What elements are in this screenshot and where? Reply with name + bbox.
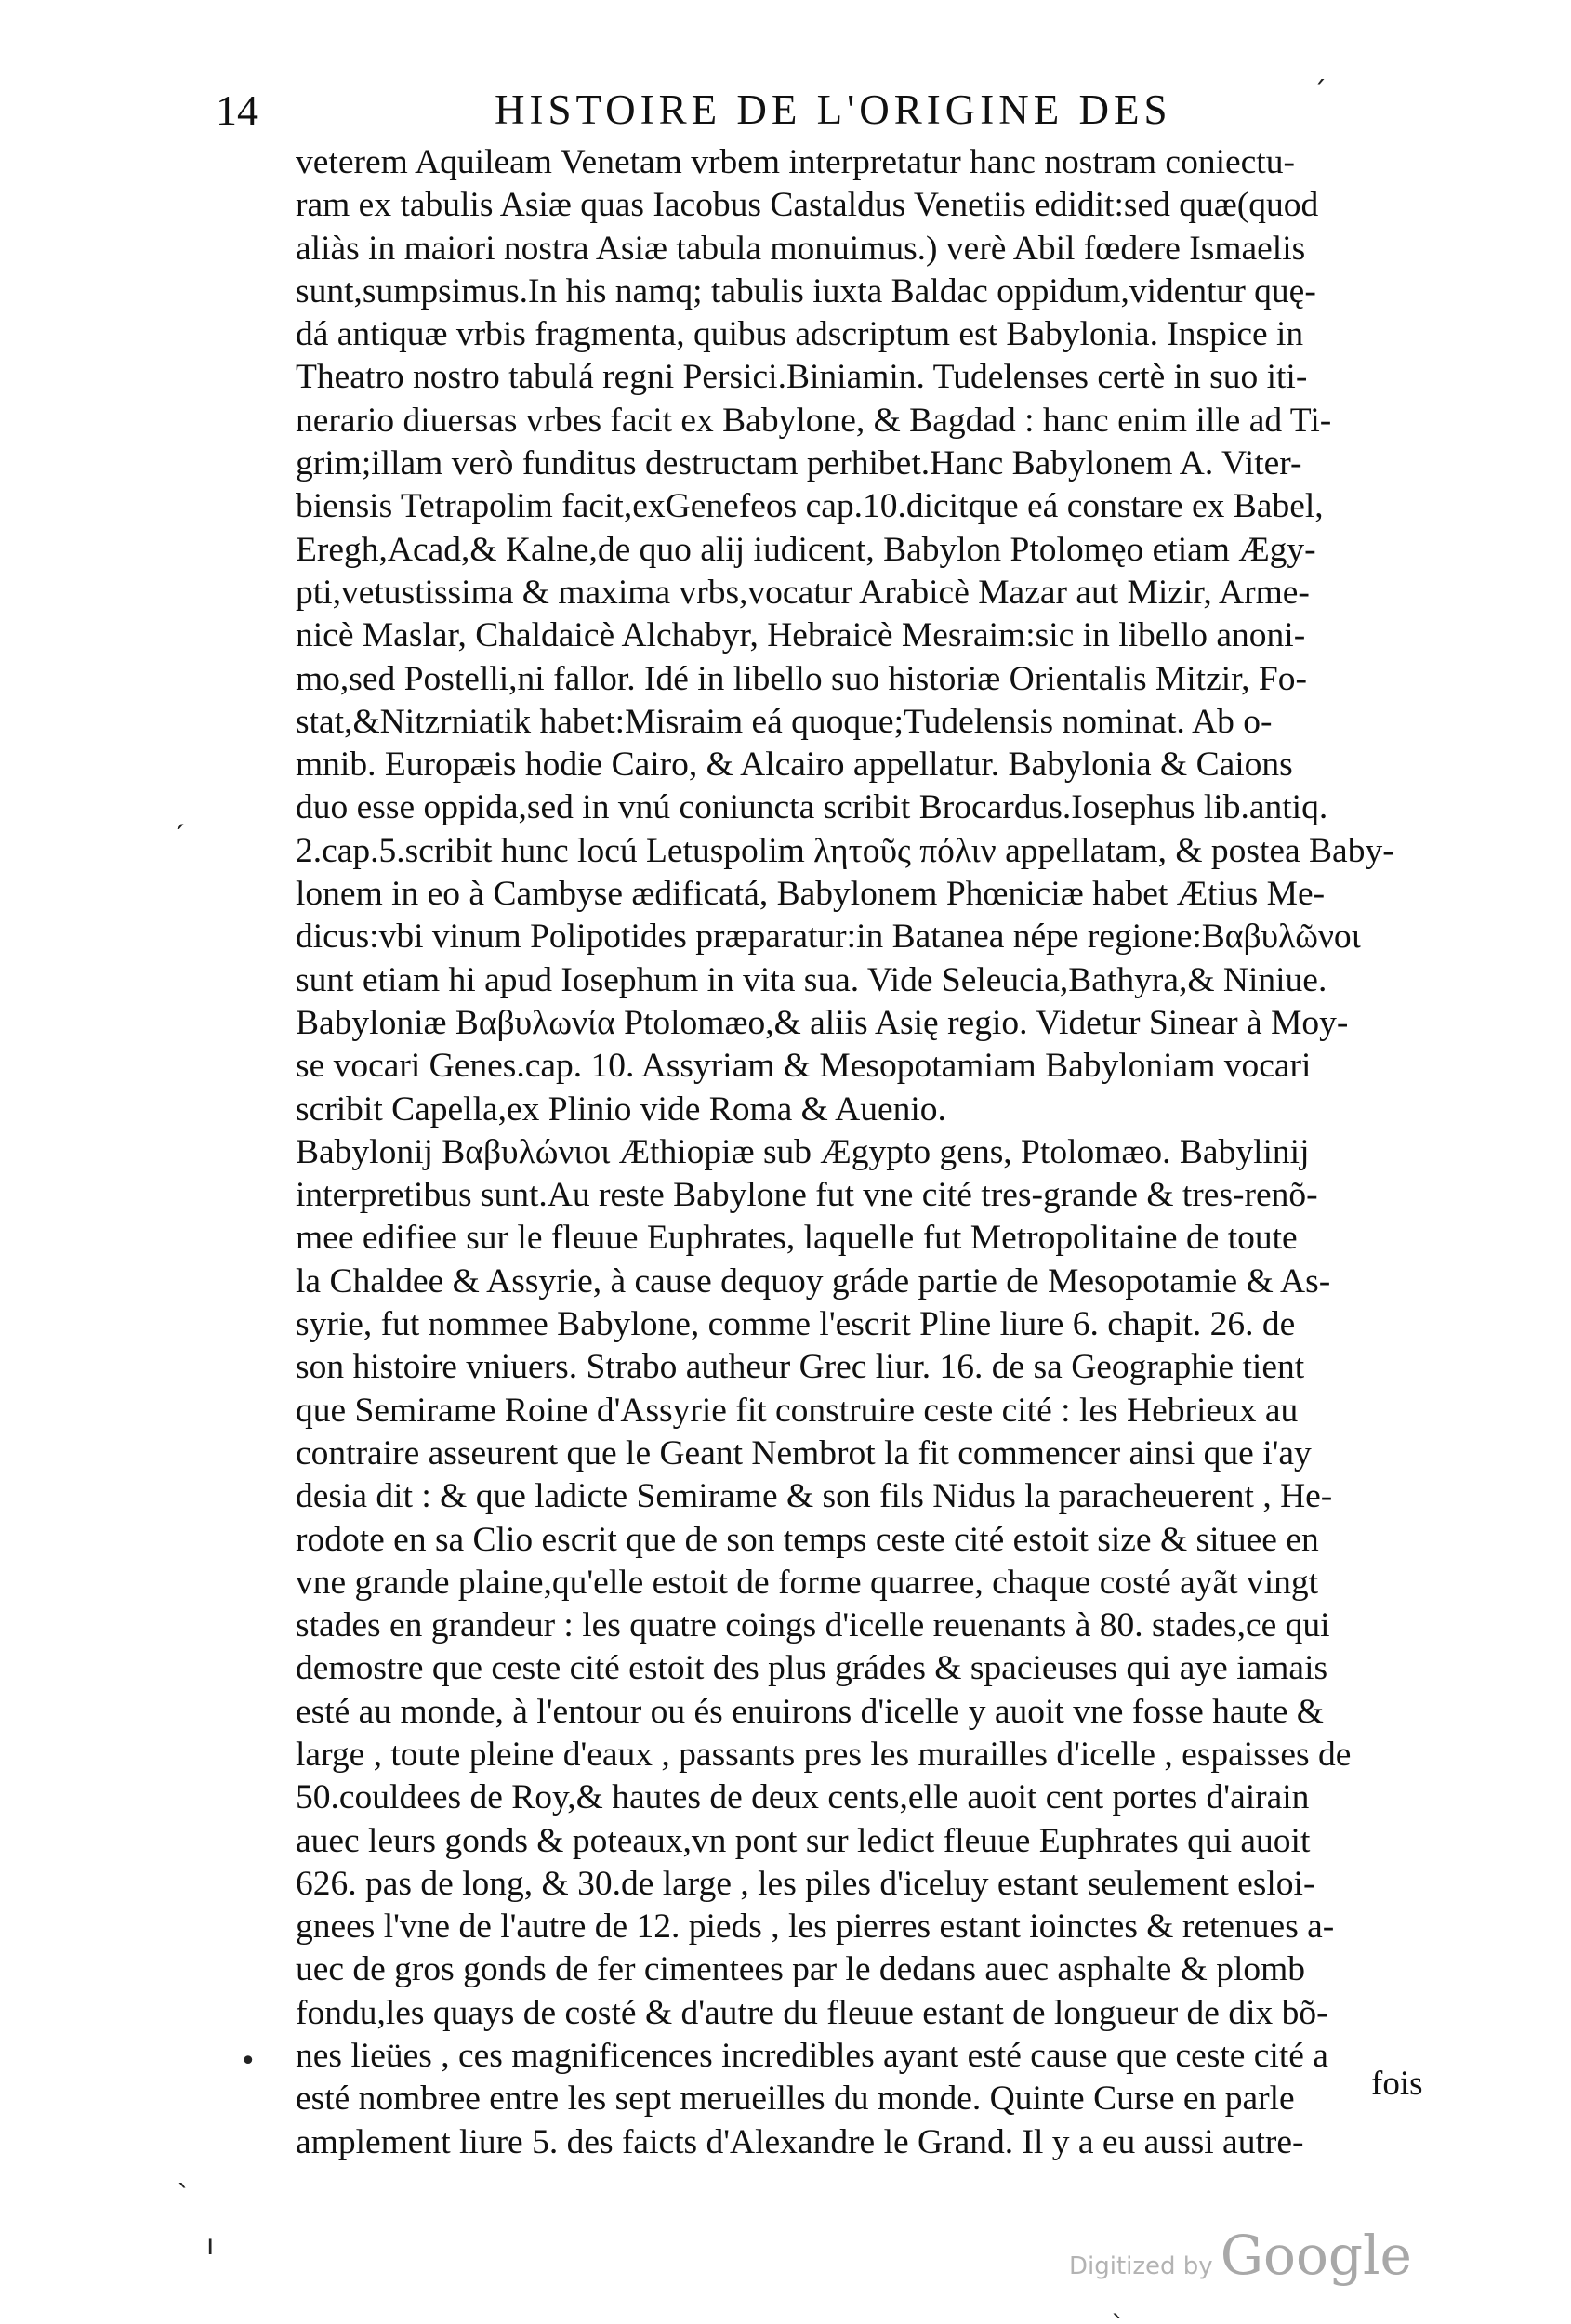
- text-line: Theatro nostro tabulá regni Persici.Biniamin. Tudelenses certè in suo iti-: [296, 358, 1308, 397]
- text-line: duo esse oppida,sed in vnú coniuncta scribit Brocardus.Iosephus lib.antiq.: [296, 788, 1328, 827]
- text-line: stades en grandeur : les quatre coings d'icelle reuenants à 80. stades,ce qui: [296, 1606, 1330, 1645]
- page-number: 14: [216, 86, 258, 134]
- text-line: mee edifiee sur le fleuue Euphrates, laquelle fut Metropolitaine de toute: [296, 1219, 1298, 1258]
- text-line: Babyloniæ Βαβυλωνία Ptolomæo,& aliis Asię regio. Videtur Sinear à Moy-: [296, 1003, 1349, 1042]
- text-line: auec leurs gonds & poteaux,vn pont sur ledict fleuue Euphrates qui auoit: [296, 1821, 1311, 1860]
- text-line: la Chaldee & Assyrie, à cause dequoy gráde partie de Mesopotamie & As-: [296, 1261, 1331, 1301]
- text-line: syrie, fut nommee Babylone, comme l'escrit Pline liure 6. chapit. 26. de: [296, 1305, 1296, 1344]
- text-line: contraire asseurent que le Geant Nembrot la fit commencer ainsi que i'ay: [296, 1433, 1312, 1472]
- text-line: mo,sed Postelli,ni fallor. Idé in libello suo historiæ Orientalis Mitzir, Fo-: [296, 659, 1307, 698]
- stray-mark: •: [240, 2045, 257, 2078]
- google-watermark: [1069, 2224, 1412, 2298]
- text-line: amplement liure 5. des faicts d'Alexandre le Grand. Il y a eu aussi autre-: [296, 2122, 1304, 2161]
- stray-mark: ˏ: [172, 798, 186, 830]
- catchword: fois: [1371, 2065, 1423, 2103]
- text-line: 2.cap.5.scribit hunc locú Letuspolim λητοῦς πόλιν appellatam, & postea Baby-: [296, 831, 1394, 870]
- text-line: se vocari Genes.cap. 10. Assyriam & Mesopotamiam Babyloniam vocari: [296, 1047, 1312, 1086]
- text-line: veterem Aquileam Venetam vrbem interpretatur hanc nostram coniectu-: [296, 143, 1295, 181]
- text-line: mnib. Europæis hodie Cairo, & Alcairo appellatur. Babylonia & Caions: [296, 746, 1293, 785]
- text-line: large , toute pleine d'eaux , passants pres les murailles d'icelle , espaisses de: [296, 1735, 1352, 1774]
- text-line: nes lieües , ces magnificences incredibles ayant esté cause que ceste cité a: [296, 2037, 1328, 2076]
- text-line: que Semirame Roine d'Assyrie fit construire ceste cité : les Hebrieux au: [296, 1391, 1299, 1430]
- text-line: interpretibus sunt.Au reste Babylone fut vne cité tres-grande & tres-renõ-: [296, 1176, 1318, 1215]
- text-line: 50.couldees de Roy,& hautes de deux cents,elle auoit cent portes d'airain: [296, 1778, 1310, 1817]
- stray-mark: ˋ: [177, 2180, 191, 2212]
- text-line: fondu,les quays de costé & d'autre du fleuue estant de longueur de dix bõ-: [296, 1993, 1328, 2032]
- text-line: son histoire vniuers. Strabo autheur Grec liur. 16. de sa Geographie tient: [296, 1348, 1305, 1387]
- page-header: [216, 86, 1266, 141]
- text-line: Eregh,Acad,& Kalne,de quo alij iudicent, Babylon Ptolomęo etiam Ægy-: [296, 530, 1316, 569]
- text-line: demostre que ceste cité estoit des plus grádes & spacieuses qui aye iamais: [296, 1649, 1328, 1688]
- google-logo: Google: [1220, 2224, 1412, 2287]
- body-text: [296, 141, 1428, 2164]
- text-line: dá antiquæ vrbis fragmenta, quibus adscriptum est Babylonia. Inspice in: [296, 315, 1304, 354]
- digitized-by-label: Digitized by: [1069, 2252, 1213, 2280]
- text-line: scribit Capella,ex Plinio vide Roma & Auenio.: [296, 1089, 946, 1129]
- text-line: gnees l'vne de l'autre de 12. pieds , les pierres estant ioinctes & retenues a-: [296, 1908, 1335, 1947]
- stray-mark: ı: [206, 2229, 215, 2262]
- text-line: vne grande plaine,qu'elle estoit de forme quarree, chaque costé ayãt vingt: [296, 1563, 1319, 1602]
- stray-mark: ˎ: [1111, 2287, 1125, 2319]
- text-line: Babylonij Βαβυλώνιοι Æthiopiæ sub Ægypto gens, Ptolomæo. Babylinij: [296, 1132, 1310, 1171]
- text-line: 626. pas de long, & 30.de large , les piles d'iceluy estant seulement esloi-: [296, 1864, 1315, 1903]
- text-line: rodote en sa Clio escrit que de son temps ceste cité estoit size & situee en: [296, 1520, 1319, 1559]
- text-line: desia dit : & que ladicte Semirame & son fils Nidus la paracheuerent , He-: [296, 1477, 1333, 1516]
- text-line: stat,&Nitzrniatik habet:Misraim eá quoque;Tudelensis nominat. Ab o-: [296, 702, 1273, 741]
- text-line: nicè Maslar, Chaldaicè Alchabyr, Hebraicè Mesraim:sic in libello anoni-: [296, 616, 1306, 655]
- text-line: dicus:vbi vinum Polipotides præparatur:in Batanea népe regione:Βαβυλῶνοι: [296, 918, 1361, 957]
- text-line: ram ex tabulis Asiæ quas Iacobus Castaldus Venetiis edidit:sed quæ(quod: [296, 186, 1319, 225]
- running-title: HISTOIRE DE L'ORIGINE DES: [495, 86, 1172, 133]
- stray-mark: ˊ: [1313, 76, 1327, 109]
- text-line: pti,vetustissima & maxima vrbs,vocatur Arabicè Mazar aut Mizir, Arme-: [296, 573, 1310, 612]
- text-line: sunt etiam hi apud Iosephum in vita sua. Vide Seleucia,Bathyra,& Niniue.: [296, 960, 1327, 999]
- text-line: esté nombree entre les sept merueilles du monde. Quinte Curse en parle: [296, 2080, 1295, 2119]
- text-line: sunt,sumpsimus.In his namq; tabulis iuxta Baldac oppidum,videntur quę-: [296, 271, 1316, 310]
- text-line: grim;illam verò funditus destructam perhibet.Hanc Babylonem A. Viter-: [296, 444, 1302, 483]
- text-line: uec de gros gonds de fer cimentees par le dedans auec asphalte & plomb: [296, 1950, 1306, 1989]
- text-line: aliàs in maiori nostra Asiæ tabula monuimus.) verè Abil fœdere Ismaelis: [296, 229, 1306, 268]
- text-line: nerario diuersas vrbes facit ex Babylone, & Bagdad : hanc enim ille ad Ti-: [296, 401, 1332, 440]
- text-line: biensis Tetrapolim facit,exGenefeos cap.10.dicitque eá constare ex Babel,: [296, 487, 1324, 526]
- text-line: lonem in eo à Cambyse ædificatá, Babylonem Phœniciæ habet Ætius Me-: [296, 875, 1326, 914]
- text-line: esté au monde, à l'entour ou és enuirons d'icelle y auoit vne fosse haute &: [296, 1692, 1324, 1731]
